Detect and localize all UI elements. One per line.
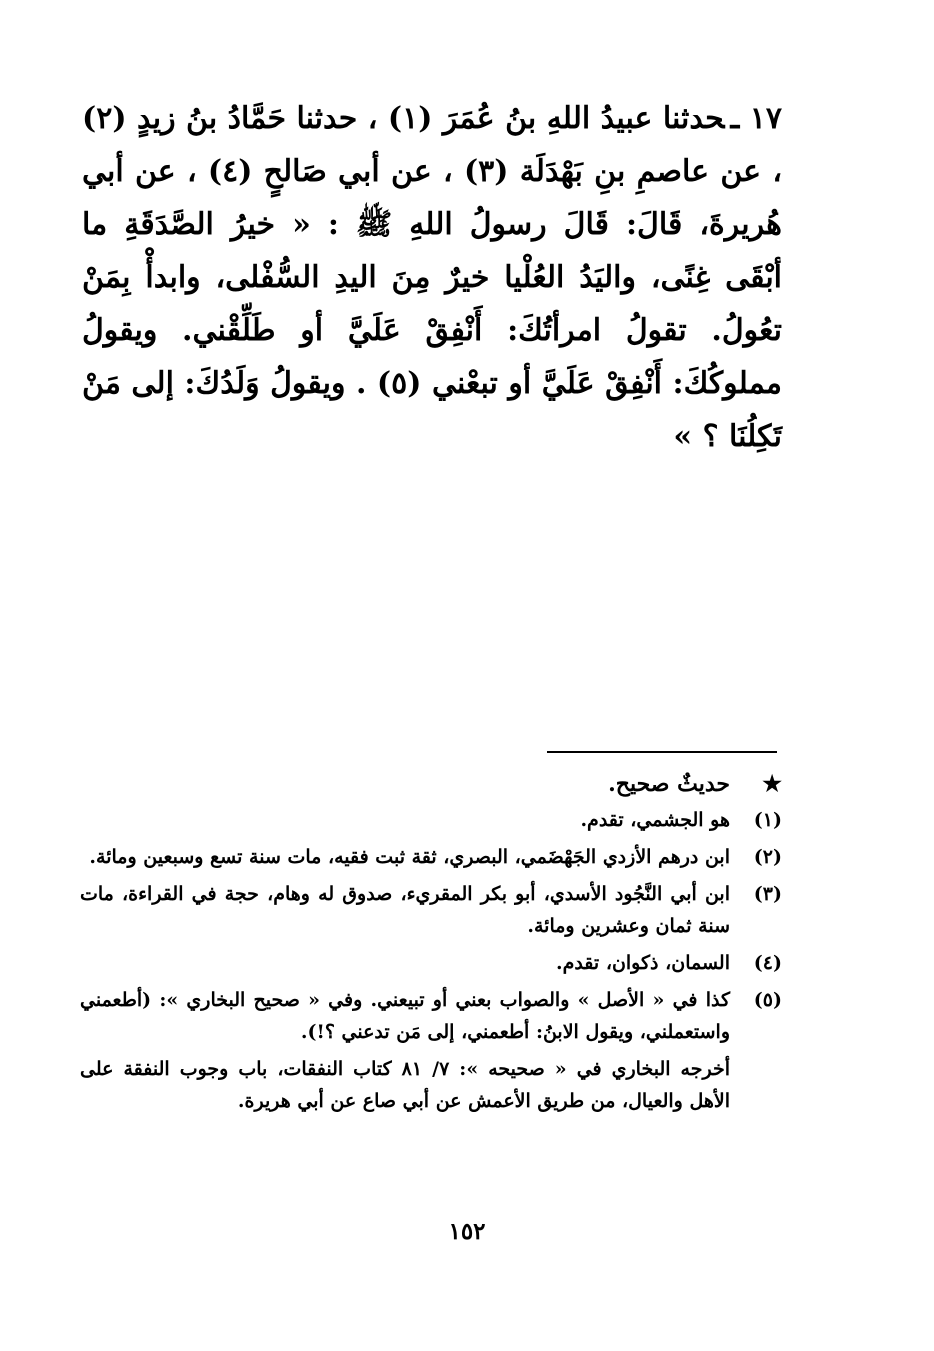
- footnote-text: هو الجشمي، تقدم.: [580, 809, 730, 831]
- footnote-takhrij: أخرجه البخاري في « صحيحه »: ٧/ ٨١ كتاب النفقات، باب وجوب النفقة على الأهل والعيال، من طريق الأعمش عن أبي صاع عن أبي هريرة.: [80, 1058, 730, 1112]
- footnote-3: [80, 878, 782, 942]
- footnote-marker: (٢): [753, 846, 782, 868]
- footnote-text: كذا في « الأصل » والصواب بعني أو تبيعني. وفي « صحيح البخاري »: (أطعمني واستعملني، ويقول الابنُ: أطعمني، إلى مَن تدعني ؟!).: [80, 989, 730, 1043]
- hadith-paragraph: [82, 92, 782, 463]
- footnote-marker: (٥): [753, 989, 782, 1011]
- footnote-marker: (١): [753, 809, 782, 831]
- footnotes: [80, 768, 782, 1117]
- footnote-text: حديثٌ صحيح.: [608, 771, 730, 797]
- footnote-text: ابن درهم الأزدي الجَهْضَمي، البصري، ثقة ثبت فقيه، مات سنة تسع وسبعين ومائة.: [89, 846, 730, 868]
- footnote-marker: (٣): [753, 883, 782, 905]
- footnote-5: [80, 984, 782, 1048]
- footnote-grade: [80, 768, 782, 800]
- footnote-separator: [547, 751, 777, 753]
- footnote-text: السمان، ذكوان، تقدم.: [555, 952, 730, 974]
- footnote-1: [80, 804, 782, 836]
- star-icon: ★: [762, 771, 782, 797]
- footnote-marker: (٤): [753, 952, 782, 974]
- footnote-4: [80, 947, 782, 979]
- footnote-2: [80, 841, 782, 873]
- page-number: ١٥٢: [448, 1218, 486, 1245]
- footnote-text: ابن أبي النَّجُود الأسدي، أبو بكر المقريء، صدوق له وهام، حجة في القراءة، مات سنة ثمان وعشرين ومائة.: [80, 883, 730, 937]
- hadith-number: ١٧ ـ: [730, 101, 782, 136]
- hadith-text: حدثنا عبيدُ اللهِ بنُ عُمَرَ (١) ، حدثنا حَمَّادُ بنُ زيدٍ (٢) ، عن عاصمِ بنِ بَهْدَلَة (٣) ، عن أبي صَالحٍ (٤) ، عن أبي هُريرةَ، قَالَ: قَالَ رسولُ اللهِ ﷺ : « خيرُ الصَّدَقَةِ ما أبْقَى غِنًى، واليَدُ العُلْيا خيرٌ مِنَ اليدِ السُّفْلى، وابدأْ بِمَنْ تعُولُ. تقولُ امرأتُكَ: أَنْفِقْ عَلَيَّ أو طَلِّقْني. ويقولُ مملوكُكَ: أَنْفِقْ عَلَيَّ أو تبعْني (٥) . ويقولُ وَلَدُكَ: إلى مَنْ تَكِلُنَا ؟ »: [82, 101, 783, 454]
